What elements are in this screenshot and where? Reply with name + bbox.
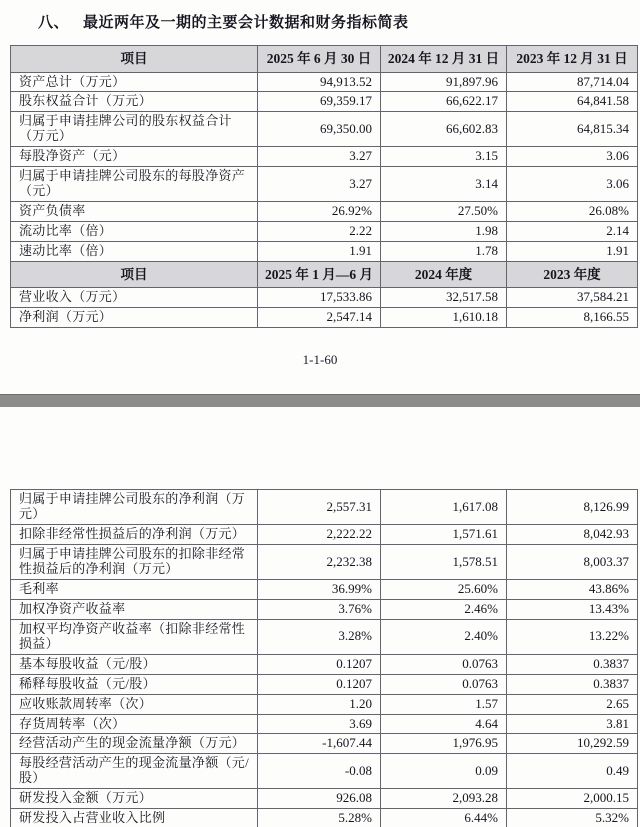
header-cell-period-2023: 2023 年度 <box>507 261 638 288</box>
value-cell: 5.32% <box>507 809 638 827</box>
value-cell: 8,126.99 <box>507 490 638 525</box>
financial-summary-table-balance <box>10 45 638 328</box>
table-row <box>11 545 638 580</box>
value-cell: 0.0763 <box>381 654 507 674</box>
value-cell: 87,714.04 <box>507 72 638 92</box>
value-cell: 64,815.34 <box>507 112 638 147</box>
table-row <box>11 167 638 202</box>
value-cell: 1,578.51 <box>381 545 507 580</box>
value-cell: 32,517.58 <box>381 288 507 308</box>
value-cell: 2,547.14 <box>258 308 381 328</box>
value-cell: 69,359.17 <box>258 92 381 112</box>
row-label: 加权平均净资产收益率（扣除非经常性损益） <box>11 619 258 654</box>
value-cell: 91,897.96 <box>381 72 507 92</box>
table-row <box>11 734 638 754</box>
value-cell: 0.3837 <box>507 654 638 674</box>
value-cell: 0.1207 <box>258 674 381 694</box>
row-label: 研发投入占营业收入比例 <box>11 809 258 827</box>
table-row <box>11 490 638 525</box>
value-cell: 8,042.93 <box>507 525 638 545</box>
value-cell: 2,093.28 <box>381 789 507 809</box>
header-cell-item: 项目 <box>11 46 258 73</box>
value-cell: 3.76% <box>258 599 381 619</box>
value-cell: 2,557.31 <box>258 490 381 525</box>
table-row <box>11 92 638 112</box>
value-cell: 2.46% <box>381 599 507 619</box>
table-row <box>11 789 638 809</box>
header-cell-date-2023: 2023 年 12 月 31 日 <box>507 46 638 73</box>
value-cell: 5.28% <box>258 809 381 827</box>
table-row <box>11 579 638 599</box>
page-break-divider <box>0 394 640 407</box>
value-cell: 3.28% <box>258 619 381 654</box>
row-label: 基本每股收益（元/股） <box>11 654 258 674</box>
value-cell: 4.64 <box>381 714 507 734</box>
value-cell: 3.06 <box>507 147 638 167</box>
value-cell: -1,607.44 <box>258 734 381 754</box>
financial-summary-table-continued <box>10 489 638 827</box>
value-cell: 2,232.38 <box>258 545 381 580</box>
section-title <box>38 11 640 32</box>
value-cell: 2.65 <box>507 694 638 714</box>
value-cell: 1.20 <box>258 694 381 714</box>
table-row <box>11 112 638 147</box>
row-label: 流动比率（倍） <box>11 222 258 242</box>
value-cell: 6.44% <box>381 809 507 827</box>
row-label: 股东权益合计（万元） <box>11 92 258 112</box>
row-label: 每股净资产（元） <box>11 147 258 167</box>
row-label: 应收账款周转率（次） <box>11 694 258 714</box>
value-cell: 3.81 <box>507 714 638 734</box>
document-page-2 <box>0 489 640 827</box>
value-cell: 10,292.59 <box>507 734 638 754</box>
value-cell: 8,003.37 <box>507 545 638 580</box>
value-cell: 2,000.15 <box>507 789 638 809</box>
table-row <box>11 694 638 714</box>
value-cell: 0.0763 <box>381 674 507 694</box>
row-label: 归属于申请挂牌公司股东的扣除非经常性损益后的净利润（万元） <box>11 545 258 580</box>
value-cell: 1.91 <box>258 241 381 261</box>
table-row <box>11 599 638 619</box>
header-cell-period-2025: 2025 年 1 月—6 月 <box>258 261 381 288</box>
value-cell: 3.27 <box>258 167 381 202</box>
table-row <box>11 809 638 827</box>
table-row <box>11 288 638 308</box>
table-row <box>11 222 638 242</box>
value-cell: 1.57 <box>381 694 507 714</box>
value-cell: 1,617.08 <box>381 490 507 525</box>
row-label: 归属于申请挂牌公司的股东权益合计（万元） <box>11 112 258 147</box>
row-label: 研发投入金额（万元） <box>11 789 258 809</box>
value-cell: 3.27 <box>258 147 381 167</box>
value-cell: 1.98 <box>381 222 507 242</box>
value-cell: 36.99% <box>258 579 381 599</box>
value-cell: 2,222.22 <box>258 525 381 545</box>
value-cell: 25.60% <box>381 579 507 599</box>
row-label: 归属于申请挂牌公司股东的每股净资产（元） <box>11 167 258 202</box>
page-number: 1-1-60 <box>302 352 338 368</box>
value-cell: 1,571.61 <box>381 525 507 545</box>
value-cell: 64,841.58 <box>507 92 638 112</box>
value-cell: -0.08 <box>258 754 381 789</box>
row-label: 加权净资产收益率 <box>11 599 258 619</box>
value-cell: 1.91 <box>507 241 638 261</box>
value-cell: 2.40% <box>381 619 507 654</box>
value-cell: 8,166.55 <box>507 308 638 328</box>
row-label: 资产负债率 <box>11 202 258 222</box>
header-cell-date-2024: 2024 年 12 月 31 日 <box>381 46 507 73</box>
row-label: 净利润（万元） <box>11 308 258 328</box>
table-row <box>11 674 638 694</box>
table-row <box>11 72 638 92</box>
value-cell: 66,622.17 <box>381 92 507 112</box>
value-cell: 2.14 <box>507 222 638 242</box>
value-cell: 27.50% <box>381 202 507 222</box>
header-cell-period-2024: 2024 年度 <box>381 261 507 288</box>
table-row <box>11 241 638 261</box>
value-cell: 69,350.00 <box>258 112 381 147</box>
value-cell: 3.69 <box>258 714 381 734</box>
table-row <box>11 525 638 545</box>
row-label: 稀释每股收益（元/股） <box>11 674 258 694</box>
table-row <box>11 202 638 222</box>
row-label: 经营活动产生的现金流量净额（万元） <box>11 734 258 754</box>
value-cell: 3.15 <box>381 147 507 167</box>
value-cell: 17,533.86 <box>258 288 381 308</box>
row-label: 归属于申请挂牌公司股东的净利润（万元） <box>11 490 258 525</box>
value-cell: 43.86% <box>507 579 638 599</box>
row-label: 速动比率（倍） <box>11 241 258 261</box>
table-row <box>11 754 638 789</box>
row-label: 营业收入（万元） <box>11 288 258 308</box>
value-cell: 0.3837 <box>507 674 638 694</box>
value-cell: 0.1207 <box>258 654 381 674</box>
row-label: 每股经营活动产生的现金流量净额（元/股） <box>11 754 258 789</box>
value-cell: 1,610.18 <box>381 308 507 328</box>
value-cell: 13.22% <box>507 619 638 654</box>
table-row <box>11 654 638 674</box>
value-cell: 1,976.95 <box>381 734 507 754</box>
value-cell: 66,602.83 <box>381 112 507 147</box>
value-cell: 94,913.52 <box>258 72 381 92</box>
section-title-text: 最近两年及一期的主要会计数据和财务指标简表 <box>83 15 409 31</box>
document-page-1 <box>0 11 640 368</box>
row-label: 扣除非经常性损益后的净利润（万元） <box>11 525 258 545</box>
value-cell: 13.43% <box>507 599 638 619</box>
table-header-row <box>11 46 638 73</box>
table-row <box>11 619 638 654</box>
table-row <box>11 308 638 328</box>
value-cell: 3.06 <box>507 167 638 202</box>
value-cell: 0.09 <box>381 754 507 789</box>
row-label: 存货周转率（次） <box>11 714 258 734</box>
value-cell: 2.22 <box>258 222 381 242</box>
table-header-row <box>11 261 638 288</box>
value-cell: 37,584.21 <box>507 288 638 308</box>
table-row <box>11 714 638 734</box>
header-cell-item: 项目 <box>11 261 258 288</box>
value-cell: 3.14 <box>381 167 507 202</box>
value-cell: 26.92% <box>258 202 381 222</box>
row-label: 资产总计（万元） <box>11 72 258 92</box>
table-row <box>11 147 638 167</box>
value-cell: 926.08 <box>258 789 381 809</box>
section-number: 八、 <box>38 15 70 31</box>
row-label: 毛利率 <box>11 579 258 599</box>
value-cell: 1.78 <box>381 241 507 261</box>
header-cell-date-2025: 2025 年 6 月 30 日 <box>258 46 381 73</box>
value-cell: 0.49 <box>507 754 638 789</box>
value-cell: 26.08% <box>507 202 638 222</box>
